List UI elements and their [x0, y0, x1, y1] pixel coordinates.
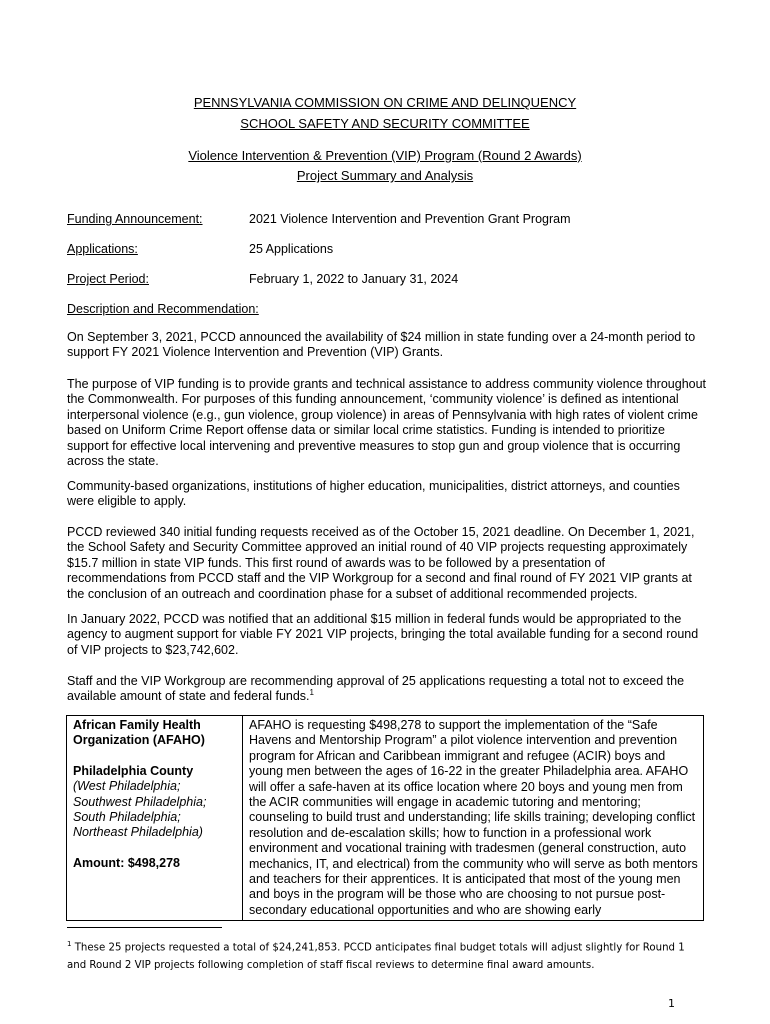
footnote-text: These 25 projects requested a total of $24,241,853. PCCD anticipates final budget totals will adjust slightly for Round 1 and Round 2 VIP projects following completion of staff fiscal reviews to determine final award amounts.: [67, 942, 685, 972]
service-area: Southwest Philadelphia;: [73, 794, 207, 809]
footnote-reference[interactable]: 1: [309, 688, 314, 698]
project-period-value: February 1, 2022 to January 31, 2024: [249, 272, 459, 286]
footnote-marker: 1: [67, 940, 72, 948]
paragraph: PCCD reviewed 340 initial funding requests received as of the October 15, 2021 deadline. On December 1, 2021, the School Safety and Security Committee approved an initial round of 40 VIP projects requesting approximately $15.7 million in state VIP funds. This first round of awards was to be followed by a presentation of recommendations from PCCD staff and the VIP Workgroup for a second and final round of FY 2021 VIP grants at the conclusion of an outreach and coordination phase for a subset of additional recommended projects.: [67, 525, 695, 601]
program-title: Violence Intervention & Prevention (VIP) Program (Round 2 Awards): [188, 148, 582, 163]
service-area: (West Philadelphia;: [73, 779, 181, 794]
paragraph-text: Staff and the VIP Workgroup are recommending approval of 25 applications requesting a total not to exceed the available amount of state and federal funds.: [67, 674, 685, 704]
commission-title: PENNSYLVANIA COMMISSION ON CRIME AND DELINQUENCY: [193, 95, 577, 110]
paragraph: On September 3, 2021, PCCD announced the availability of $24 million in state funding over a 24-month period to support FY 2021 Violence Intervention and Prevention (VIP) Grants.: [67, 330, 696, 360]
paragraph: The purpose of VIP funding is to provide grants and technical assistance to address community violence throughout the Commonwealth. For purposes of this funding announcement, ‘community violence’ is defined as intentional interpersonal violence (e.g., gun violence, group violence) in areas of Pennsylvania with high rates of violent crime based on Uniform Crime Report offense data or similar local crime statistics. Funding is intended to prioritize support for effective local intervening and preventive measures to stop gun and group violence that is occurring across the state.: [67, 377, 707, 469]
applicant-cell: [67, 716, 243, 921]
award-amount: Amount: $498,278: [73, 855, 180, 870]
summary-title: Project Summary and Analysis: [296, 168, 474, 183]
committee-title: SCHOOL SAFETY AND SECURITY COMMITTEE: [240, 116, 530, 131]
service-area: South Philadelphia;: [73, 810, 181, 825]
table-row: [67, 716, 704, 921]
footnote: [67, 935, 707, 975]
county-name: Philadelphia County: [73, 763, 194, 778]
organization-name: African Family Health Organization (AFAHO): [73, 718, 205, 748]
paragraph: In January 2022, PCCD was notified that an additional $15 million in federal funds would be appropriated to the agency to augment support for viable FY 2021 VIP projects, bringing the total available funding for a second round of VIP projects to $23,742,602.: [67, 612, 699, 657]
project-period-label: Project Period:: [67, 272, 149, 286]
award-table: [66, 715, 704, 921]
funding-announcement-value: 2021 Violence Intervention and Prevention Grant Program: [249, 212, 571, 226]
service-area: Northeast Philadelphia): [73, 825, 203, 840]
paragraph: Community-based organizations, institutions of higher education, municipalities, district attorneys, and counties were eligible to apply.: [67, 479, 680, 509]
funding-announcement-label: Funding Announcement:: [67, 212, 203, 226]
page-number: 1: [668, 997, 675, 1010]
description-heading: Description and Recommendation:: [67, 302, 259, 316]
applications-label: Applications:: [67, 242, 138, 256]
paragraph: [67, 674, 707, 705]
footnote-divider: [67, 927, 222, 928]
applications-value: 25 Applications: [249, 242, 334, 256]
description-cell: AFAHO is requesting $498,278 to support the implementation of the “Safe Havens and Mentorship Program” a pilot violence intervention and prevention program for African and Caribbean immigrant and refugee (ACIR) boys and young men between the ages of 16-22 in the greater Philadelphia area. AFAHO will offer a safe-haven at its office location where 20 boys and young men from the ACIR communities will engage in academic tutoring and mentoring; counseling to build trust and understanding; life skills training; developing conflict resolution and de-escalation skills; how to function in a professional work environment and vocational training with tradesmen (general construction, auto mechanics, IT, and electrical) from the community who will serve as both mentors and teachers for their apprentices. It is anticipated that most of the young men and boys in the program will be those who are choosing to not pursue post-secondary educational opportunities and who are showing early: [243, 716, 704, 921]
